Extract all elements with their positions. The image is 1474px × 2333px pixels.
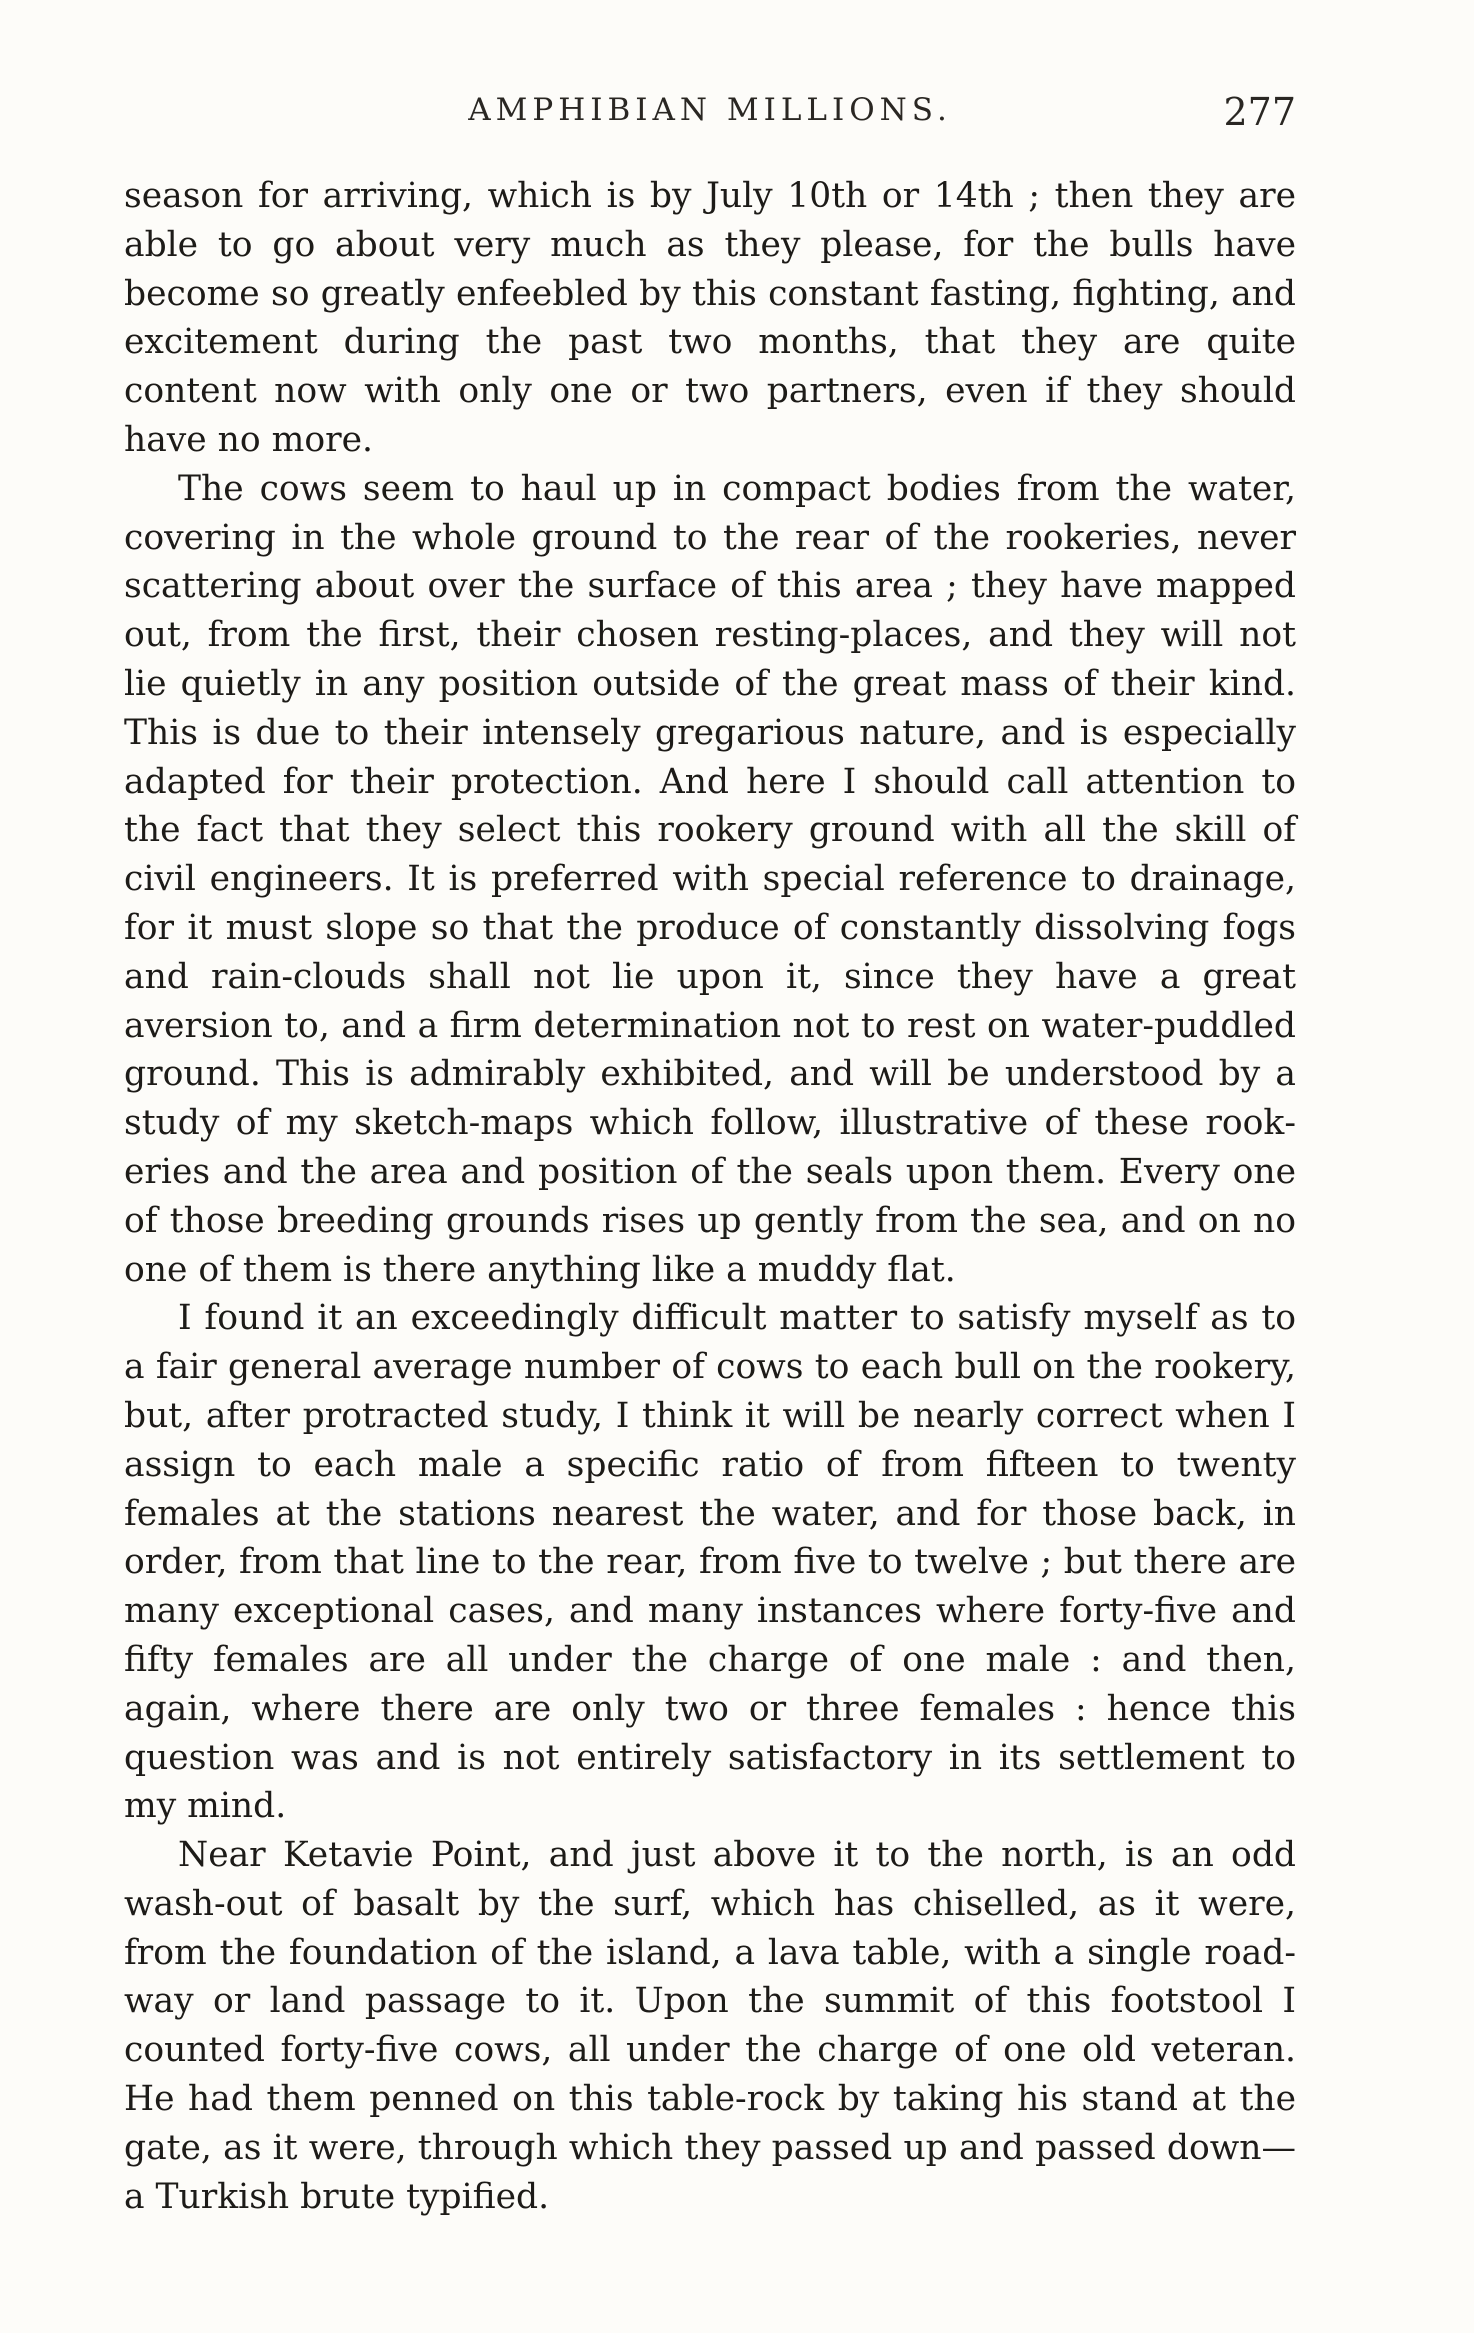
paragraph-ketavie-point: Near Ketavie Point, and just above it to the north, is an odd wash-out of basalt by the surf, which has chiselled, as it were, from the foundation of the island, a lava table, with a single roadway or land passage to it. Upon the summit of this footstool I counted forty-five cows, all under the charge of one old veteran. He had them penned on this table-rock by taking his stand at the gate, as it were, through which they passed up and passed down—a Turkish brute typified.	[124, 1835, 1296, 2217]
running-head	[124, 92, 1296, 142]
paragraph-continuation: season for arriving, which is by July 10th or 14th ; then they are able to go about very much as they please, for the bulls have become so greatly enfeebled by this constant fasting, fighting, and excitement during the past two months, that they are quite content now with only one or two partners, even if they should have no more.	[124, 176, 1296, 460]
paragraph-cows-haul-up: The cows seem to haul up in compact bodies from the water, covering in the whole ground to the rear of the rookeries, never scattering about over the surface of this area ; they have mapped out, from the first, their chosen resting-places, and they will not lie quietly in any position outside of the great mass of their kind. This is due to their intensely gregarious nature, and is especially adapted for their protection. And here I should call attention to the fact that they select this rookery ground with all the skill of civil engineers. It is preferred with special reference to drainage, for it must slope so that the produce of constantly dissolving fogs and rain-clouds shall not lie upon it, since they have a great aversion to, and a firm determination not to rest on water-puddled ground. This is admirably exhibited, and will be understood by a study of my sketch-maps which follow, illustrative of these rookeries and the area and position of the seals upon them. Every one of those breeding grounds rises up gently from the sea, and on no one of them is there anything like a muddy flat.	[124, 468, 1296, 1290]
running-title: AMPHIBIAN MILLIONS.	[468, 92, 952, 128]
body-text	[124, 172, 1296, 2221]
page-number: 277	[1223, 90, 1296, 134]
paragraph-cows-per-bull: I found it an exceedingly difficult matter to satisfy myself as to a fair general average number of cows to each bull on the rookery, but, after protracted study, I think it will be nearly correct when I assign to each male a specific ratio of from fifteen to twenty females at the stations nearest the water, and for those back, in order, from that line to the rear, from five to twelve ; but there are many exceptional cases, and many instances where forty-five and fifty females are all under the charge of one male : and then, again, where there are only two or three females : hence this question was and is not entirely satisfactory in its settlement to my mind.	[124, 1298, 1296, 1827]
